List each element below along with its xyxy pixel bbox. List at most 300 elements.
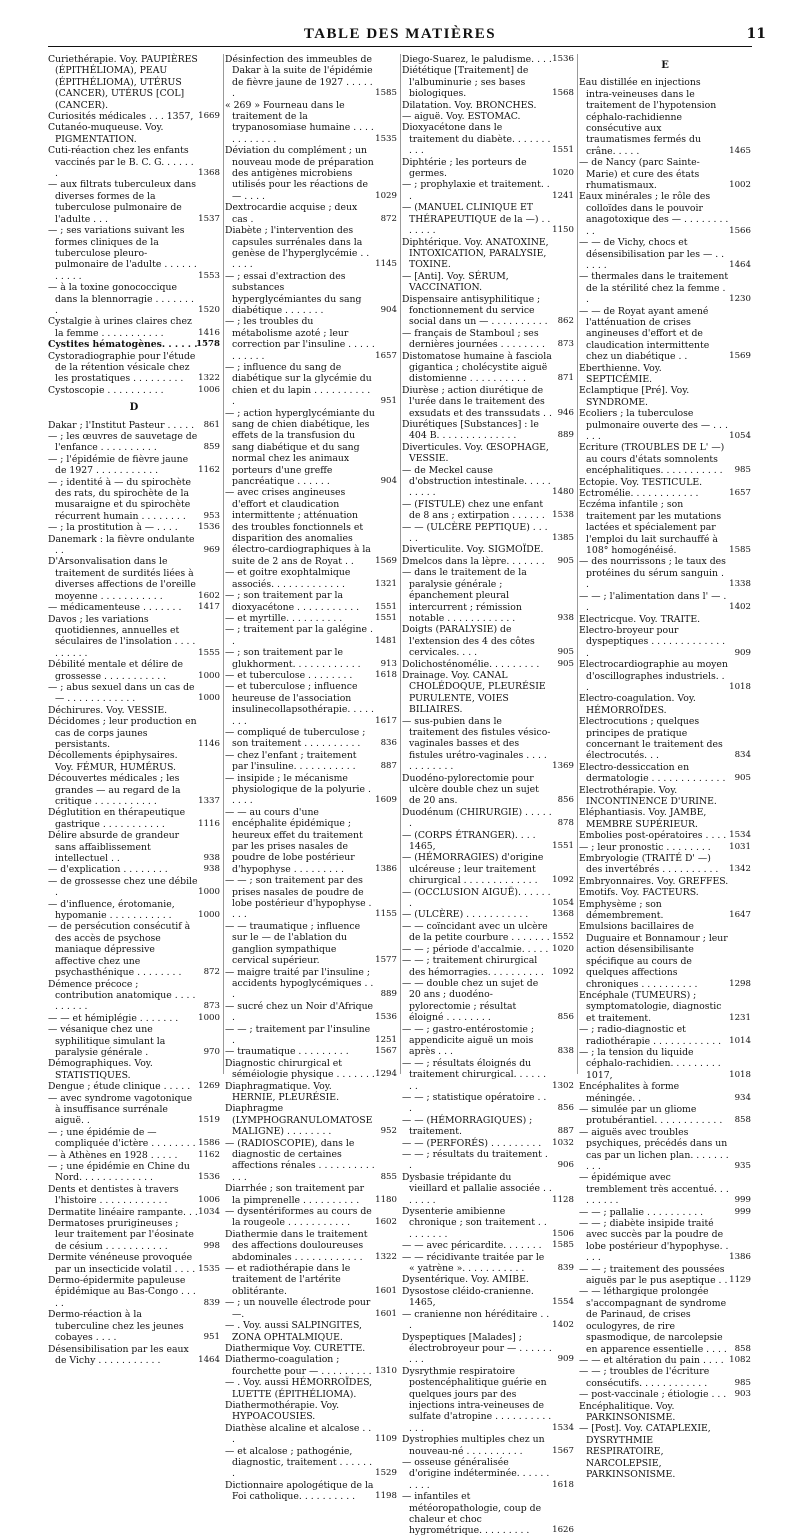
entry-text: Diathèse alcaline et alcalose . . . bbox=[225, 1422, 372, 1446]
entry-page-number: 1657 bbox=[729, 488, 751, 499]
index-entry bbox=[225, 145, 397, 202]
entry-page-number: 1626 bbox=[552, 1525, 574, 1536]
index-entry bbox=[48, 316, 220, 339]
entry-page-number: 1402 bbox=[552, 1320, 574, 1331]
index-entry bbox=[48, 385, 220, 396]
index-entry bbox=[402, 465, 574, 499]
index-entry bbox=[579, 1207, 751, 1218]
entry-text: Diego-Suarez, le paludisme. . . . bbox=[402, 54, 552, 65]
entry-page-number: 1520 bbox=[198, 304, 220, 315]
entry-text: — français de Stamboul ; ses dernières journées . . . . . . . . bbox=[402, 327, 545, 351]
entry-page-number: 1402 bbox=[729, 602, 751, 613]
entry-text: Distomatose humaine à fasciola gigantica ; cholécystite aiguë distomienne . . . . . . . . . . bbox=[402, 350, 552, 385]
entry-text: Dioxyacétone dans le traitement du diabète. . . . . . . . . . bbox=[402, 122, 551, 157]
entry-text: Dispensaire antisyphilitique ; fonctionnement du service social dans un — . . . . . . . . . . bbox=[402, 293, 548, 328]
entry-text: — médicamenteuse . . . . . . . bbox=[48, 602, 182, 614]
entry-page-number: 1310 bbox=[375, 1365, 397, 1376]
index-entry bbox=[48, 750, 220, 773]
entry-page-number: 873 bbox=[557, 339, 574, 350]
entry-page-number: 1386 bbox=[375, 863, 397, 874]
entry-text: — sus-pubien dans le traitement des fistules vésico-vaginales basses et des fistules urétro-vaginales . . . . . . . . . . . . bbox=[402, 715, 551, 773]
index-entry bbox=[579, 499, 751, 556]
entry-text: — — (PERFORÉS) . . . . . . . . . bbox=[402, 1137, 542, 1149]
entry-text: — dans le traitement de la paralysie générale ; épanchement pleural intercurrent ; rémission notable . . . . . . . . . . . . bbox=[402, 567, 527, 624]
entry-page-number: 887 bbox=[380, 761, 397, 772]
entry-page-number: 903 bbox=[734, 1389, 751, 1400]
entry-text: — dysentériformes au cours de la rougeole . . . . . . . . . . . bbox=[225, 1206, 372, 1229]
index-entry bbox=[579, 830, 751, 841]
entry-text: — [Post]. Voy. CATAPLEXIE, DYSRYTHMIE RESPIRATOIRE, NARCOLEPSIE, PARKINSONISME. bbox=[579, 1423, 711, 1480]
index-entry bbox=[402, 1206, 574, 1240]
index-entry bbox=[579, 77, 751, 157]
entry-text: — thermales dans le traitement de la stérilité chez la femme . . bbox=[579, 271, 729, 306]
index-entry bbox=[225, 54, 397, 100]
entry-text: Cystoscopie . . . . . . . . . . bbox=[48, 384, 164, 396]
index-entry bbox=[402, 1457, 574, 1491]
index-entry bbox=[48, 1218, 220, 1252]
index-entry bbox=[402, 442, 574, 465]
entry-text: — — de Vichy, chocs et désensibilisation par les — . . . . . . bbox=[579, 237, 725, 271]
index-entry bbox=[579, 1081, 751, 1104]
index-entry bbox=[402, 659, 574, 670]
index-entry bbox=[579, 385, 751, 408]
entry-text: Eberthienne. Voy. SEPTICÉMIE. bbox=[579, 362, 662, 385]
index-entry bbox=[402, 1138, 574, 1149]
entry-text: — vésanique chez une syphilitique simulant la paralysie générale . bbox=[48, 1024, 166, 1058]
entry-text: Danemark : la fièvre ondulante . . bbox=[48, 533, 195, 557]
entry-page-number: 998 bbox=[203, 1240, 220, 1251]
entry-text: Emphysème ; son démembrement. bbox=[579, 898, 664, 922]
index-entry bbox=[225, 1263, 397, 1297]
index-entry bbox=[225, 1081, 397, 1104]
index-entry bbox=[225, 1423, 397, 1446]
index-entry bbox=[225, 670, 397, 681]
index-entry bbox=[579, 556, 751, 590]
entry-page-number: 1617 bbox=[375, 715, 397, 726]
entry-page-number: 839 bbox=[557, 1263, 574, 1274]
entry-text: — post-vaccinale ; étiologie . . . bbox=[579, 1389, 727, 1401]
index-column-3 bbox=[402, 54, 574, 1537]
index-entry bbox=[225, 408, 397, 488]
section-letter: E bbox=[661, 60, 669, 71]
entry-page-number: 1553 bbox=[198, 270, 220, 281]
entry-page-number: 1018 bbox=[729, 1069, 751, 1080]
index-entry bbox=[225, 807, 397, 875]
entry-page-number: 1031 bbox=[729, 841, 751, 852]
entry-text: — cranienne non héréditaire . . . bbox=[402, 1308, 550, 1332]
index-entry bbox=[402, 1286, 574, 1309]
entry-page-number: 856 bbox=[557, 1103, 574, 1114]
entry-page-number: 1000 bbox=[198, 693, 220, 704]
index-entry bbox=[579, 990, 751, 1024]
index-entry bbox=[579, 157, 751, 191]
index-entry bbox=[225, 1138, 397, 1184]
index-entry bbox=[48, 1058, 220, 1081]
entry-page-number: 1231 bbox=[729, 1012, 751, 1023]
entry-text: — ; les œuvres de sauvetage de l'enfance . . . . . . . . . . bbox=[48, 431, 198, 454]
entry-page-number: 855 bbox=[380, 1171, 397, 1182]
index-entry bbox=[225, 1103, 397, 1137]
entry-page-number: 1321 bbox=[375, 578, 397, 589]
entry-page-number: 1000 bbox=[198, 1012, 220, 1023]
entry-text: Encéphalitique. Voy. PARKINSONISME. bbox=[579, 1400, 676, 1423]
entry-page-number: 1481 bbox=[375, 635, 397, 646]
entry-page-number: 1338 bbox=[729, 579, 751, 590]
entry-text: Décollements épiphysaires. Voy. FÉMUR, HUMÉRUS. bbox=[48, 750, 178, 773]
index-entry bbox=[225, 1377, 397, 1400]
index-entry bbox=[48, 682, 220, 705]
entry-page-number: 1536 bbox=[198, 1172, 220, 1183]
index-entry bbox=[402, 328, 574, 351]
entry-page-number: 1601 bbox=[375, 1308, 397, 1319]
entry-page-number: 856 bbox=[557, 795, 574, 806]
index-entry bbox=[48, 602, 220, 613]
index-entry bbox=[402, 111, 574, 122]
entry-page-number: 909 bbox=[734, 647, 751, 658]
index-entry bbox=[402, 944, 574, 955]
entry-page-number: 935 bbox=[734, 1161, 751, 1171]
index-entry bbox=[402, 1092, 574, 1115]
index-entry bbox=[579, 659, 751, 693]
index-entry bbox=[579, 716, 751, 762]
column-divider bbox=[577, 54, 578, 1074]
index-entry bbox=[402, 1309, 574, 1332]
index-entry bbox=[579, 887, 751, 898]
entry-page-number: 970 bbox=[203, 1046, 220, 1057]
index-entry bbox=[579, 1172, 751, 1206]
entry-page-number: 1000 bbox=[198, 910, 220, 921]
index-entry bbox=[579, 442, 751, 476]
index-entry bbox=[48, 716, 220, 750]
entry-text: — ; ses variations suivant les formes cliniques de la tuberculose pleuro-pulmonaire de l'adulte . . . . . . . . . . . bbox=[48, 225, 197, 282]
entry-page-number: 1109 bbox=[375, 1434, 397, 1445]
entry-page-number: 858 bbox=[734, 1343, 751, 1354]
entry-page-number: 1230 bbox=[729, 294, 751, 305]
index-entry bbox=[402, 1115, 574, 1138]
entry-text: Diverticules. Voy. ŒSOPHAGE, VESSIE. bbox=[402, 441, 549, 465]
entry-page-number: 1567 bbox=[375, 1046, 397, 1057]
index-entry bbox=[579, 1366, 751, 1389]
entry-text: — de Nancy (parc Sainte-Marie) et cure des états rhumatismaux. bbox=[579, 157, 700, 192]
entry-page-number: 905 bbox=[557, 647, 574, 658]
entry-text: Dictionnaire apologétique de la Foi catholique. . . . . . . . . . bbox=[225, 1479, 374, 1503]
entry-text: Eléphantiasis. Voy. JAMBE, MEMBRE SUPÉRIEUR. bbox=[579, 807, 707, 830]
entry-page-number: 913 bbox=[380, 658, 397, 669]
entry-text: — — ; résultats éloignés du traitement chirurgical. . . . . . . . bbox=[402, 1057, 547, 1092]
entry-page-number: 1251 bbox=[375, 1034, 397, 1045]
index-entry bbox=[225, 1297, 397, 1320]
entry-text: — ; son traitement par la dioxyacétone . . . . . . . . . . . bbox=[225, 590, 360, 613]
index-entry bbox=[48, 1344, 220, 1367]
index-entry bbox=[225, 1480, 397, 1503]
column-divider bbox=[223, 54, 224, 1074]
index-entry bbox=[48, 979, 220, 1013]
entry-text: — à la toxine gonococcique dans la blennorragie . . . . . . . . bbox=[48, 282, 194, 316]
entry-text: — avec syndrome vagotonique à insuffisance surrénale aiguë. . bbox=[48, 1092, 193, 1127]
entry-page-number: 1536 bbox=[198, 522, 220, 533]
entry-page-number: 1269 bbox=[198, 1081, 220, 1092]
index-entry bbox=[48, 1150, 220, 1161]
entry-text: — ; abus sexuel dans un cas de — . . . . . . . . . . . . bbox=[48, 681, 195, 705]
index-entry bbox=[402, 624, 574, 658]
entry-page-number: 1020 bbox=[552, 168, 574, 179]
entry-text: Débilité mentale et délire de grossesse . . . . . . . . . . . bbox=[48, 659, 183, 682]
index-entry bbox=[225, 1024, 397, 1047]
entry-text: — aiguë. Voy. ESTOMAC. bbox=[402, 111, 521, 123]
index-entry bbox=[579, 853, 751, 876]
entry-page-number: 1618 bbox=[375, 669, 397, 680]
entry-page-number: 1018 bbox=[729, 681, 751, 692]
entry-page-number: 1322 bbox=[375, 1251, 397, 1262]
entry-page-number: 1552 bbox=[552, 932, 574, 943]
index-entry bbox=[402, 716, 574, 773]
entry-page-number: 1128 bbox=[552, 1194, 574, 1205]
entry-page-number: 1657 bbox=[375, 350, 397, 361]
entry-page-number: 1369 bbox=[552, 761, 574, 772]
entry-page-number: 938 bbox=[203, 864, 220, 875]
index-entry bbox=[579, 1024, 751, 1047]
index-entry bbox=[48, 534, 220, 557]
index-entry bbox=[48, 1309, 220, 1343]
index-entry bbox=[48, 522, 220, 533]
entry-page-number: 1145 bbox=[375, 259, 397, 270]
entry-page-number: 1534 bbox=[552, 1422, 574, 1433]
index-entry bbox=[579, 306, 751, 363]
entry-text: — (ULCÈRE) . . . . . . . . . . . bbox=[402, 909, 529, 921]
index-entry bbox=[579, 363, 751, 386]
index-entry bbox=[579, 477, 751, 488]
entry-text: « 269 » Fourneau dans le traitement de la trypanosomiase humaine . . . . . . . . . . . . bbox=[225, 99, 374, 145]
index-entry bbox=[579, 614, 751, 625]
index-entry bbox=[402, 385, 574, 419]
entry-text: Electrocardiographie au moyen d'oscillographes industriels. . . bbox=[579, 659, 728, 693]
index-entry bbox=[579, 785, 751, 808]
entry-page-number: 1417 bbox=[198, 602, 220, 613]
index-entry bbox=[225, 1400, 397, 1423]
entry-text: Dysenterie amibienne chronique ; son traitement . . . . . . . . . bbox=[402, 1206, 547, 1240]
entry-text: — — ; pallalie . . . . . . . . . . bbox=[579, 1206, 704, 1218]
index-entry bbox=[579, 237, 751, 271]
index-entry bbox=[48, 556, 220, 602]
entry-text: — ; prophylaxie et traitement. . . bbox=[402, 179, 550, 202]
entry-page-number: 1551 bbox=[375, 612, 397, 623]
entry-page-number: 1569 bbox=[375, 555, 397, 566]
entry-text: — osseuse généralisée d'origine indéterminée. . . . . . . . . . bbox=[402, 1456, 550, 1491]
entry-text: — — coïncidant avec un ulcère de la petite courbure . . . . . . . bbox=[402, 920, 550, 944]
entry-text: Dystrophies multiples chez un nouveau-né . . . . . . . . . . bbox=[402, 1434, 545, 1457]
index-entry bbox=[225, 773, 397, 807]
entry-text: — ; leur pronostic . . . . . . . . bbox=[579, 841, 711, 853]
entry-page-number: 889 bbox=[380, 989, 397, 1000]
entry-page-number: 999 bbox=[734, 1206, 751, 1217]
entry-text: — — et hémiplégie . . . . . . . bbox=[48, 1012, 179, 1024]
entry-text: Diagnostic chirurgical et séméiologie physique . . . . . . . bbox=[225, 1057, 375, 1081]
index-entry bbox=[402, 1252, 574, 1275]
index-entry bbox=[48, 1275, 220, 1309]
entry-page-number: 1538 bbox=[552, 510, 574, 521]
index-entry bbox=[225, 487, 397, 567]
index-entry bbox=[225, 750, 397, 773]
entry-text: Diphtérie ; les porteurs de germes. bbox=[402, 156, 527, 180]
entry-text: Dmelcos dans la lèpre. . . . . . . bbox=[402, 555, 545, 567]
entry-page-number: 1535 bbox=[198, 1263, 220, 1274]
entry-page-number: 834 bbox=[734, 750, 751, 761]
index-entry bbox=[48, 659, 220, 682]
index-entry bbox=[402, 237, 574, 271]
index-entry bbox=[402, 544, 574, 555]
entry-text: Electrocutions ; quelques principes de pratique concernant le traitement des électrocutés. . . bbox=[579, 716, 723, 762]
entry-page-number: 1054 bbox=[729, 431, 751, 441]
index-entry bbox=[48, 899, 220, 922]
index-entry bbox=[48, 864, 220, 875]
index-entry bbox=[48, 1024, 220, 1058]
entry-text: Diathermo-coagulation ; fourchette pour — . . . . . . . . . bbox=[225, 1354, 372, 1377]
entry-text: Dilatation. Voy. BRONCHES. bbox=[402, 99, 537, 111]
entry-page-number: 1000 bbox=[198, 887, 220, 898]
index-entry bbox=[402, 1058, 574, 1092]
index-entry bbox=[402, 1491, 574, 1537]
index-entry bbox=[48, 111, 220, 122]
index-entry bbox=[402, 179, 574, 202]
index-entry bbox=[48, 921, 220, 978]
index-entry bbox=[579, 1423, 751, 1480]
entry-text: Emulsions bacillaires de Duguaire et Bonnamour ; leur action désensibilisante spécifique au cours de quelques affections chroniques . . . . . . . . . . bbox=[579, 921, 728, 990]
index-entry bbox=[579, 408, 751, 442]
entry-text: — — ; traitement par l'insuline . bbox=[225, 1023, 371, 1046]
entry-text: Electro-broyeur pour dyspeptiques . . . . . . . . . . . . . . bbox=[579, 624, 726, 659]
entry-page-number: 904 bbox=[380, 304, 397, 315]
entry-text: — (HÉMORRAGIES) d'origine ulcéreuse ; leur traitement chirurgical . . . . . . . . . . . . . bbox=[402, 852, 544, 887]
index-entry bbox=[402, 1240, 574, 1251]
entry-text: Duodénum (CHIRURGIE) . . . . . . bbox=[402, 806, 552, 830]
entry-text: — traumatique . . . . . . . . . bbox=[225, 1046, 349, 1058]
entry-text: Dermite vénéneuse provoquée par un insecticide volatil . . . . bbox=[48, 1252, 196, 1275]
entry-text: Ecriture (TROUBLES DE L' —) au cours d'états somnolents encéphalitiques. . . . . . . . . . . bbox=[579, 442, 725, 477]
entry-page-number: 873 bbox=[203, 1001, 220, 1012]
index-entry bbox=[225, 727, 397, 750]
index-entry bbox=[402, 522, 574, 545]
entry-text: — ; l'épidémie de fièvre jaune de 1927 . . . . . . . . . . . bbox=[48, 453, 189, 477]
index-entry bbox=[48, 773, 220, 807]
entry-page-number: 1602 bbox=[198, 590, 220, 601]
section-letter: D bbox=[129, 402, 139, 414]
entry-text: Diathermothérapie. Voy. HYPOACOUSIES. bbox=[225, 1399, 340, 1423]
index-entry bbox=[579, 899, 751, 922]
entry-page-number: 1537 bbox=[198, 213, 220, 224]
entry-text: Cystites hématogènes. . . . . . bbox=[48, 339, 198, 351]
entry-page-number: 1585 bbox=[729, 545, 751, 556]
index-entry bbox=[225, 647, 397, 670]
index-entry bbox=[402, 100, 574, 111]
entry-text: Diurèse ; action diurétique de l'urée dans le traitement des exsudats et des transsudats . . bbox=[402, 384, 552, 419]
entry-page-number: 938 bbox=[557, 612, 574, 623]
index-entry bbox=[225, 1229, 397, 1263]
entry-text: Diététique [Traitement] de l'albuminurie ; ses bases biologiques. bbox=[402, 65, 529, 100]
index-entry bbox=[402, 1172, 574, 1206]
column-divider bbox=[400, 54, 401, 1074]
index-entry bbox=[579, 1264, 751, 1287]
index-entry bbox=[579, 1047, 751, 1081]
index-entry bbox=[48, 431, 220, 454]
index-entry bbox=[402, 921, 574, 944]
entry-page-number: 1155 bbox=[375, 909, 397, 920]
index-entry bbox=[48, 1252, 220, 1275]
entry-text: — — récidivante traitée par le « yatrène ». . . . . . . . . . . bbox=[402, 1251, 545, 1275]
entry-text: Délire absurde de grandeur sans affaiblissement intellectuel . . bbox=[48, 830, 180, 865]
entry-text: Diaphragmatique. Voy. HERNIE, PLEURÉSIE. bbox=[225, 1080, 340, 1103]
entry-page-number: 856 bbox=[557, 1012, 574, 1023]
entry-page-number: 905 bbox=[557, 658, 574, 669]
entry-text: Davos ; les variations quotidiennes, annuelles et séculaires de l'insolation . . . . . . . . . . bbox=[48, 613, 196, 659]
entry-text: — et myrtille. . . . . . . . . . bbox=[225, 612, 343, 624]
index-entry bbox=[579, 842, 751, 853]
entry-page-number: 1241 bbox=[552, 190, 574, 201]
entry-text: Dysentérique. Voy. AMIBE. bbox=[402, 1274, 529, 1286]
entry-text: Electro-coagulation. Voy. HÉMORROÏDES. bbox=[579, 693, 696, 716]
entry-page-number: 1578 bbox=[196, 339, 220, 350]
entry-text: — ; une épidémie de — compliquée d'ictère . . . . . . . . bbox=[48, 1126, 196, 1150]
entry-text: — — de Royat ayant amené l'atténuation de crises angineuses d'effort et de claudication intermittente chez un diabétique . . bbox=[579, 305, 710, 363]
entry-page-number: 1416 bbox=[198, 327, 220, 338]
entry-page-number: 1534 bbox=[729, 830, 751, 841]
entry-page-number: 1034 bbox=[198, 1206, 220, 1217]
entry-text: — — ; traitement chirurgical des hémorragies. . . . . . . . . . bbox=[402, 955, 544, 978]
entry-text: — infantiles et météoropathologie, coup de chaleur et choc hygrométrique. . . . . . . . . bbox=[402, 1491, 542, 1537]
entry-text: — — double chez un sujet de 20 ans ; duodéno-pylorectomie ; résultat éloigné . . . . . . . . bbox=[402, 977, 539, 1024]
entry-text: — et goitre exophtalmique associés. . . . . . . . . . . . . bbox=[225, 567, 351, 590]
entry-page-number: 858 bbox=[734, 1115, 751, 1126]
entry-text: Dermo-épidermite papuleuse épidémique au Bas-Congo . . . . . bbox=[48, 1275, 196, 1309]
entry-page-number: 934 bbox=[734, 1092, 751, 1103]
entry-text: — — ; diabète insipide traité avec succès par la poudre de lobe postérieur d'hypophyse. . . . . bbox=[579, 1218, 729, 1264]
index-entry bbox=[48, 1207, 220, 1218]
entry-text: Electro-dessiccation en dermatologie . . . . . . . . . . . . . bbox=[579, 761, 726, 785]
index-entry bbox=[402, 499, 574, 522]
index-entry bbox=[48, 1013, 220, 1024]
entry-text: — [Anti]. Voy. SÉRUM, VACCINATION. bbox=[402, 270, 509, 294]
index-entry bbox=[402, 909, 574, 920]
index-entry bbox=[402, 887, 574, 910]
entry-page-number: 887 bbox=[557, 1126, 574, 1137]
entry-page-number: 1602 bbox=[375, 1217, 397, 1228]
entry-page-number: 938 bbox=[203, 853, 220, 864]
index-entry bbox=[225, 1001, 397, 1024]
entry-text: — et radiothérapie dans le traitement de l'artérite oblitérante. bbox=[225, 1263, 351, 1297]
index-entry bbox=[225, 271, 397, 317]
index-entry bbox=[579, 488, 751, 499]
index-entry bbox=[402, 567, 574, 624]
entry-page-number: 905 bbox=[557, 555, 574, 566]
entry-page-number: 1669 bbox=[198, 111, 220, 122]
index-entry bbox=[48, 477, 220, 523]
entry-text: — de Meckel cause d'obstruction intestinale. . . . . . . . . . bbox=[402, 464, 551, 499]
index-entry bbox=[225, 202, 397, 225]
index-entry bbox=[579, 1401, 751, 1424]
entry-page-number: 909 bbox=[557, 1354, 574, 1365]
index-entry bbox=[402, 122, 574, 156]
entry-page-number: 985 bbox=[734, 1377, 751, 1388]
entry-page-number: 1536 bbox=[552, 54, 574, 64]
entry-text: Dyspeptiques [Malades] ; électrobroyeur pour — . . . . . . . . . bbox=[402, 1331, 552, 1366]
entry-text: Déglutition en thérapeutique gastrique . . . . . . . . . . . bbox=[48, 807, 186, 830]
entry-text: — ; la tension du liquide céphalo-rachidien. . . . . . . . . 1017, bbox=[579, 1046, 721, 1081]
entry-text: — (FISTULE) chez une enfant de 8 ans ; extirpation . . . . . . bbox=[402, 498, 545, 522]
entry-text: Dolichosténomélie. . . . . . . . . bbox=[402, 658, 540, 670]
entry-text: Curiosités médicales . . . 1357, bbox=[48, 111, 194, 123]
entry-text: Décidomes ; leur production en cas de corps jaunes persistants. bbox=[48, 716, 197, 750]
entry-page-number: 951 bbox=[380, 396, 397, 407]
index-entry bbox=[225, 624, 397, 647]
